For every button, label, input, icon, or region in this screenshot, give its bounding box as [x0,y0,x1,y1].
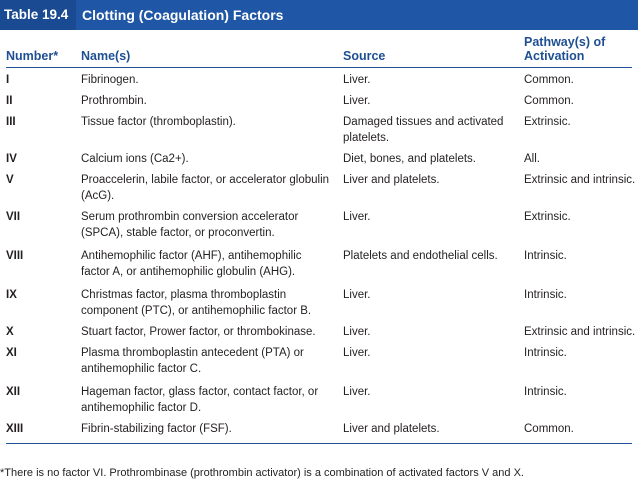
factor-pathway: Intrinsic. [524,347,567,359]
factor-source: Liver. [343,74,371,86]
factor-pathway: Common. [524,95,574,107]
header-divider [6,67,632,68]
factor-pathway: Common. [524,423,574,435]
factor-pathway: Extrinsic and intrinsic. [524,326,636,338]
factor-names: Fibrin-stabilizing factor (FSF). [81,423,232,435]
factor-source: Diet, bones, and platelets. [343,153,476,165]
factor-number: III [6,116,16,128]
factor-number: XII [6,386,21,398]
table-bottom-divider [6,443,632,444]
table-title: Clotting (Coagulation) Factors [82,7,284,23]
factor-pathway: Intrinsic. [524,250,567,262]
factor-number: VIII [6,250,24,262]
factor-number: II [6,95,13,107]
factor-names: Stuart factor, Prower factor, or thrombokinase. [81,326,316,338]
factor-number: I [6,74,10,86]
factor-names: Antihemophilic factor (AHF), antihemophilic factor A, or antihemophilic globulin (AHG). [81,250,302,278]
factor-pathway: All. [524,153,540,165]
factor-names: Hageman factor, glass factor, contact factor, or antihemophilic factor D. [81,386,319,414]
factor-source: Liver and platelets. [343,423,440,435]
factor-pathway: Common. [524,74,574,86]
factor-source: Liver. [343,211,371,223]
factor-names: Proaccelerin, labile factor, or accelerator globulin (AcG). [81,174,330,202]
factor-names: Serum prothrombin conversion accelerator (SPCA), stable factor, or proconvertin. [81,211,299,239]
factor-number: IX [6,289,17,301]
factor-names: Christmas factor, plasma thromboplastin component (PTC), or antihemophilic factor B. [81,289,312,317]
header-names: Name(s) [81,49,131,63]
header-number: Number* [6,49,59,63]
factor-number: XI [6,347,17,359]
header-pathway-line2: Activation [524,49,585,63]
factor-names: Calcium ions (Ca2+). [81,153,189,165]
factor-source: Liver. [343,347,371,359]
factor-names: Plasma thromboplastin antecedent (PTA) or antihemophilic factor C. [81,347,304,375]
factor-number: IV [6,153,17,165]
factor-number: VII [6,211,21,223]
table-number: Table 19.4 [0,0,76,30]
factor-number: X [6,326,14,338]
table-banner [0,0,638,30]
table-footnote: *There is no factor VI. Prothrombinase (prothrombin activator) is a combination of activated factors V and X. [0,467,524,479]
factor-source: Platelets and endothelial cells. [343,250,498,262]
factor-source: Damaged tissues and activated platelets. [343,116,504,144]
factor-pathway: Extrinsic. [524,211,571,223]
header-source: Source [343,49,386,63]
factor-pathway: Extrinsic. [524,116,571,128]
factor-names: Tissue factor (thromboplastin). [81,116,236,128]
factor-number: V [6,174,14,186]
factor-names: Fibrinogen. [81,74,139,86]
factor-names: Prothrombin. [81,95,147,107]
factor-pathway: Extrinsic and intrinsic. [524,174,636,186]
factor-source: Liver and platelets. [343,174,440,186]
factor-source: Liver. [343,95,371,107]
factor-pathway: Intrinsic. [524,386,567,398]
factor-source: Liver. [343,386,371,398]
factor-source: Liver. [343,326,371,338]
factor-number: XIII [6,423,24,435]
factor-pathway: Intrinsic. [524,289,567,301]
header-pathway-line1: Pathway(s) of [524,35,606,49]
factor-source: Liver. [343,289,371,301]
